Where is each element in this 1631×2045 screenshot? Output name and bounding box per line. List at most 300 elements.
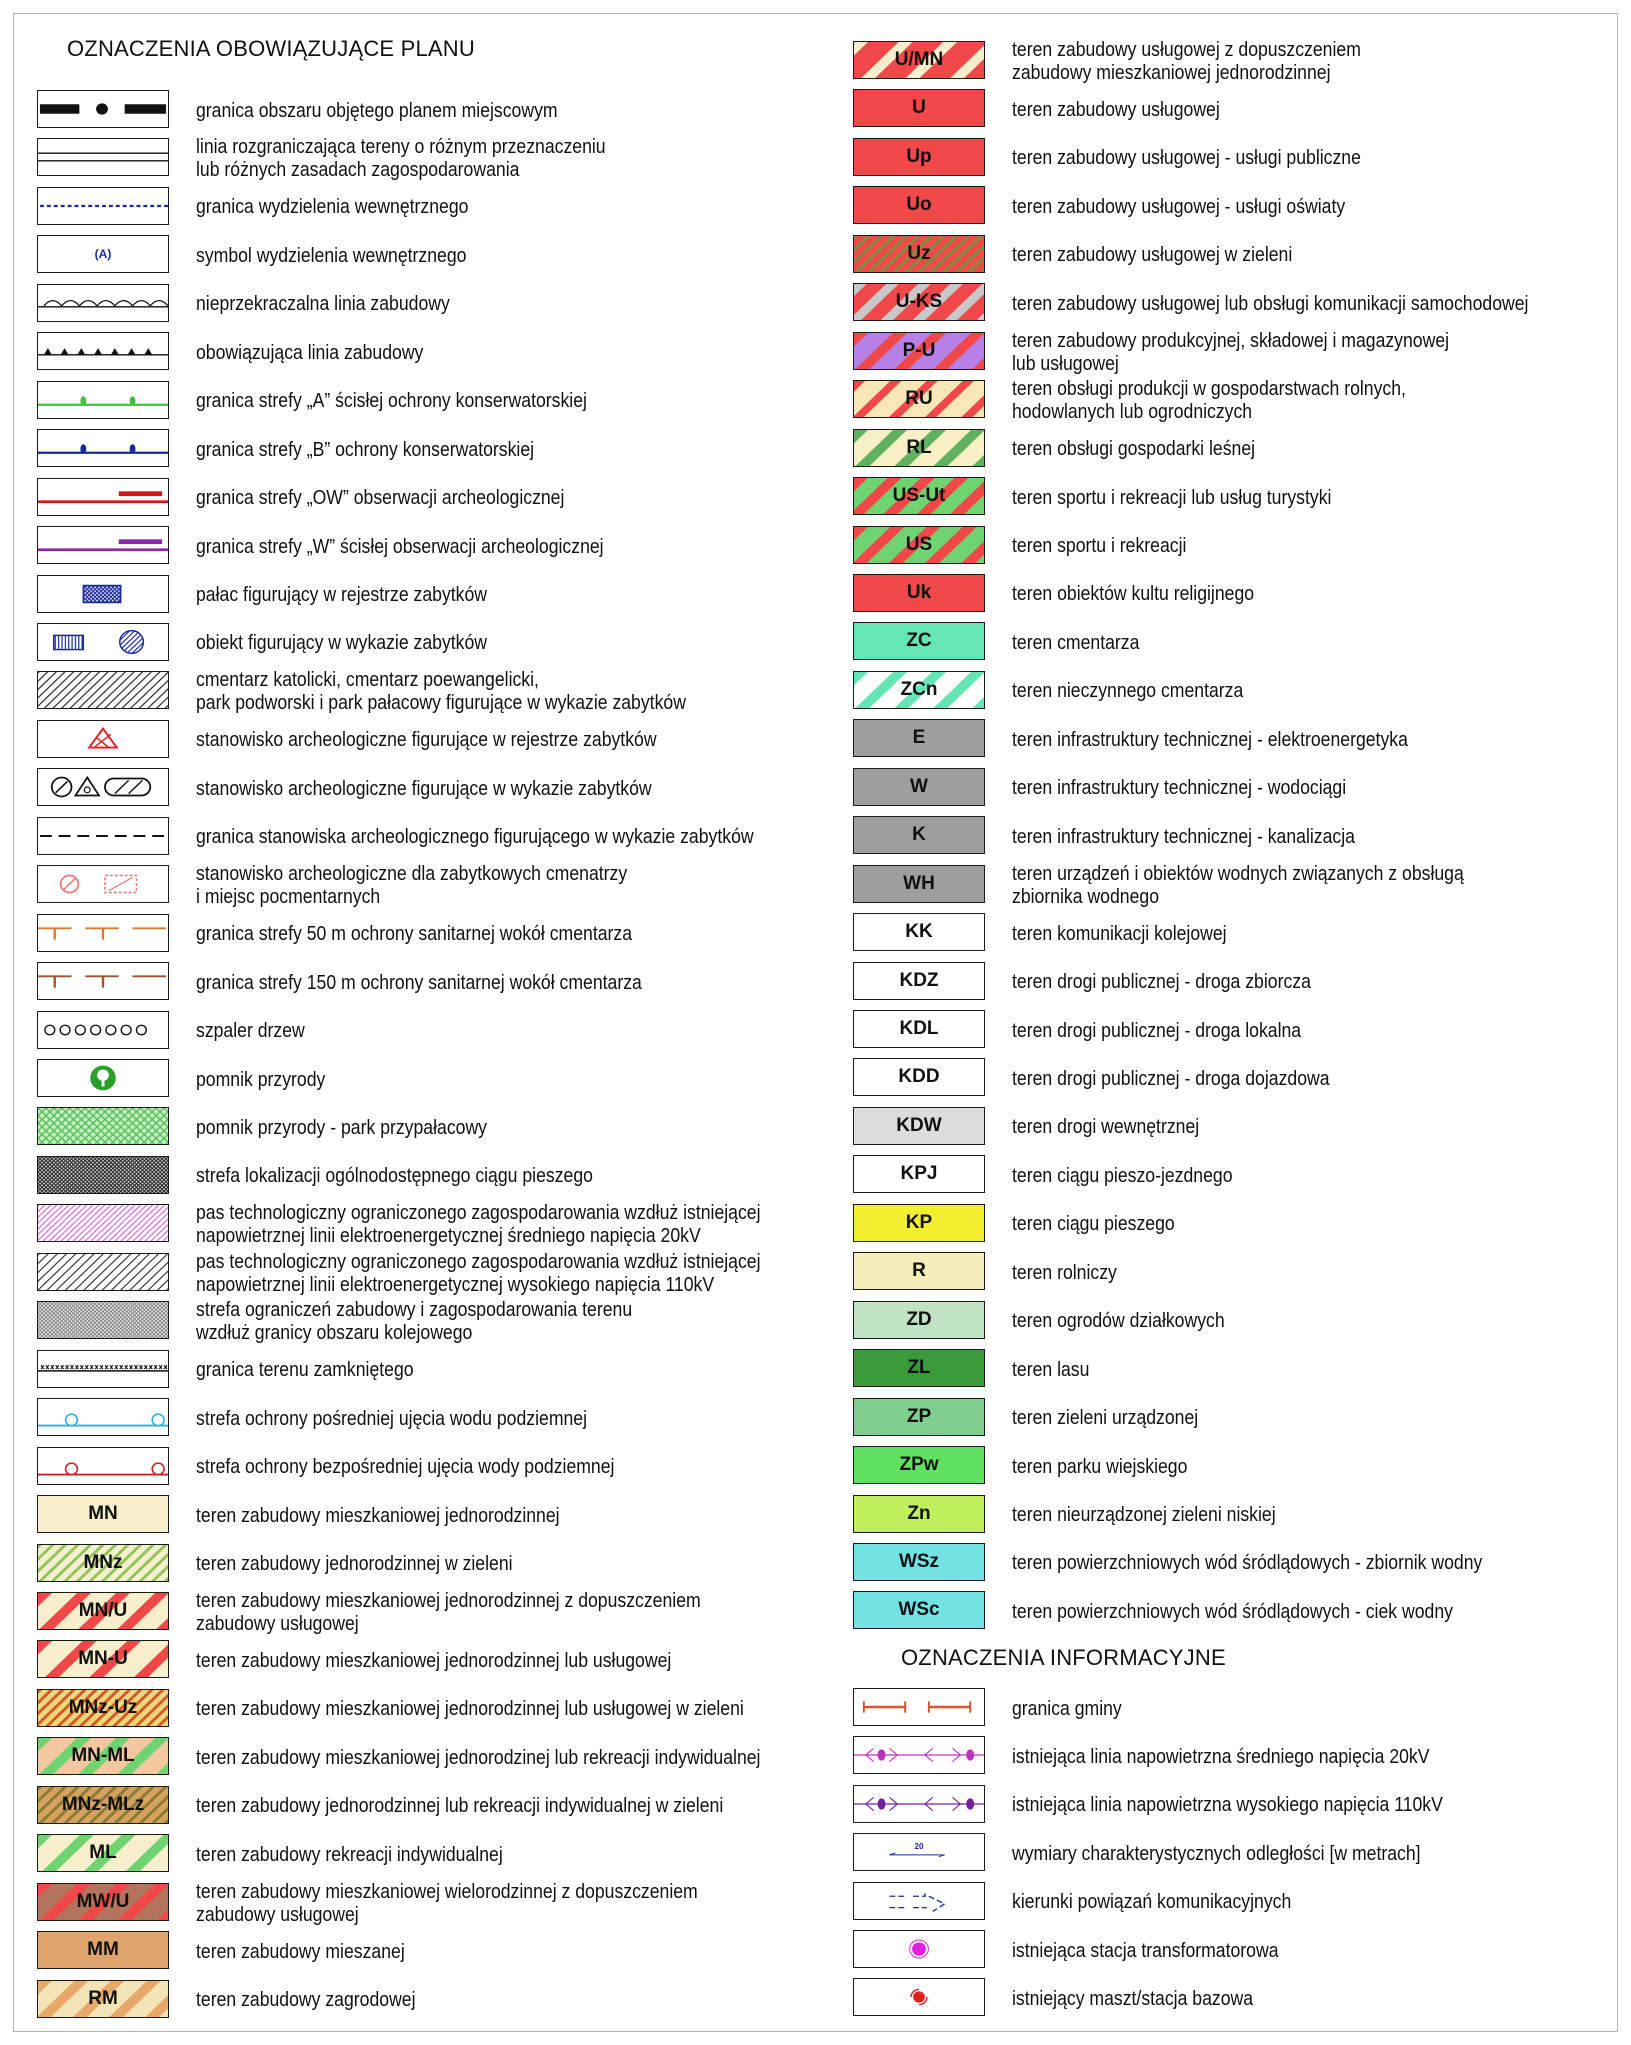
legend-description	[1012, 1105, 1199, 1149]
legend-description-line: teren lasu	[1012, 1357, 1090, 1381]
legend-description-line: teren zabudowy usługowej z dopuszczeniem	[1012, 38, 1361, 61]
legend-description-line: teren ciągu pieszo-jezdnego	[1012, 1163, 1233, 1187]
legend-code-label: ZP	[906, 1405, 932, 1427]
legend-description-line: pas technologiczny ograniczonego zagospodarowania wzdłuż istniejącej	[196, 1249, 761, 1273]
legend-description	[196, 669, 686, 713]
legend-description	[1012, 524, 1186, 568]
legend-description	[196, 766, 652, 810]
legend-swatch-mw-u-icon	[37, 1883, 169, 1921]
legend-swatch-p-u-icon	[853, 332, 985, 370]
legend-description-line: hodowlanych lub ogrodniczych	[1012, 400, 1253, 424]
legend-swatch-uz-icon	[853, 235, 985, 273]
legend-description	[196, 1784, 723, 1828]
cyan-circ-icon	[37, 1398, 169, 1436]
legend-description-line: teren komunikacji kolejowej	[1012, 921, 1227, 945]
legend-swatch-mnz-uz-icon	[37, 1689, 169, 1727]
legend-description	[196, 815, 754, 859]
legend-description	[196, 1057, 325, 1101]
legend-description	[1012, 1880, 1291, 1924]
legend-description-line: teren powierzchniowych wód śródlądowych - zbiornik wodny	[1012, 1551, 1483, 1575]
legend-description	[196, 1445, 614, 1489]
legend-description-line: teren ciągu pieszego	[1012, 1212, 1175, 1236]
legend-description	[1012, 1783, 1443, 1827]
pink-shapes-icon	[37, 865, 169, 903]
legend-code-label: MW/U	[76, 1890, 130, 1912]
legend-description-line: teren zabudowy produkcyjnej, składowej i magazynowej	[1012, 328, 1450, 352]
legend-description	[196, 573, 487, 617]
text-symbol-icon	[37, 235, 169, 273]
legend-swatch-kp-icon	[853, 1204, 985, 1242]
legend-swatch-zcn-icon	[853, 671, 985, 709]
legend-swatch-kdw-icon	[853, 1107, 985, 1145]
legend-description	[1012, 87, 1220, 131]
legend-description-line: linia rozgraniczająca tereny o różnym przeznaczeniu	[196, 135, 606, 159]
legend-swatch-rm-icon	[37, 1980, 169, 2018]
legend-description-line: granica strefy „A” ścisłej ochrony konserwatorskiej	[196, 389, 587, 413]
legend-code-label: KDW	[896, 1114, 942, 1136]
legend-code-label: MN-ML	[71, 1745, 135, 1767]
legend-description-line: teren zabudowy jednorodzinnej w zieleni	[196, 1552, 513, 1575]
legend-description	[1012, 1541, 1482, 1585]
legend-description	[196, 1202, 761, 1246]
legend-code-label: MN	[88, 1503, 118, 1525]
legend-description-line: teren zabudowy zagrodowej	[196, 1988, 416, 2012]
legend-code-label: RU	[905, 388, 933, 410]
legend-swatch-u-ks-icon	[853, 283, 985, 321]
legend-description	[196, 1735, 760, 1779]
legend-description-line: teren zabudowy usługowej - usługi oświaty	[1012, 194, 1346, 218]
red-triangle-icon	[37, 720, 169, 758]
legend-description	[1012, 1686, 1122, 1730]
arch-shapes-icon	[37, 768, 169, 806]
legend-description	[196, 912, 632, 956]
legend-description	[1012, 1976, 1253, 2020]
legend-swatch-kpj-icon	[853, 1155, 985, 1193]
legend-code-label: U/MN	[894, 49, 944, 70]
legend-description	[1012, 136, 1361, 180]
legend-description-line: teren zabudowy mieszkaniowej jednorodzinnej lub usługowej w zieleni	[196, 1697, 744, 1721]
legend-description-line: nieprzekraczalna linia zabudowy	[196, 292, 450, 316]
legend-description	[1012, 1734, 1430, 1778]
legend-description	[196, 1009, 305, 1053]
legend-description-line: teren infrastruktury technicznej - elektroenergetyka	[1012, 727, 1408, 751]
grey-cross-icon	[37, 1301, 169, 1339]
legend-description	[196, 427, 534, 471]
legend-swatch-up-icon	[853, 138, 985, 176]
legend-description-line: zabudowy mieszkaniowej jednorodzinnej	[1012, 61, 1331, 84]
legend-code-label: US	[905, 533, 933, 555]
legend-swatch-uo-icon	[853, 186, 985, 224]
legend-description	[1012, 1056, 1330, 1100]
legend-description-line: teren zabudowy mieszkaniowej jednorodzinnej	[196, 1503, 560, 1527]
legend-description-line: granica wydzielenia wewnętrznego	[196, 195, 469, 219]
legend-description	[196, 88, 558, 132]
legend-code-label: ZL	[907, 1357, 931, 1379]
legend-description-line: zbiornika wodnego	[1012, 884, 1160, 908]
legend-description	[196, 1299, 632, 1343]
legend-description-line: istniejąca linia napowietrzna wysokiego napięcia 110kV	[1012, 1793, 1443, 1817]
symbol-label: 20	[914, 1842, 924, 1852]
wn-icon	[853, 1785, 985, 1823]
legend-code-label: ZD	[906, 1308, 932, 1330]
legend-description-line: i miejsc pocmentarnych	[196, 885, 381, 909]
legend-swatch-kk-icon	[853, 913, 985, 951]
legend-description-line: teren zabudowy mieszkaniowej jednorodzinnej lub usługowej	[196, 1648, 672, 1672]
legend-description-line: strefa lokalizacji ogólnodostępnego ciągu pieszego	[196, 1164, 593, 1188]
legend-description-line: istniejąca linia napowietrzna średniego napięcia 20kV	[1012, 1744, 1430, 1768]
legend-description-line: teren rolniczy	[1012, 1260, 1117, 1284]
legend-swatch-mnz-mlz-icon	[37, 1786, 169, 1824]
legend-code-label: KK	[905, 921, 933, 943]
legend-code-label: K	[912, 824, 926, 846]
legend-description-line: granica strefy „W” ścisłej obserwacji archeologicznej	[196, 534, 604, 558]
legend-description-line: park podworski i park pałacowy figurujące w wykazie zabytków	[196, 691, 686, 715]
legend-description-line: kierunki powiązań komunikacyjnych	[1012, 1890, 1292, 1914]
legend-description	[1012, 1250, 1117, 1294]
legend-swatch-u-icon	[853, 89, 985, 127]
tree-icon	[37, 1059, 169, 1097]
legend-description-line: teren infrastruktury technicznej - wodociągi	[1012, 776, 1347, 800]
legend-swatch-mn-ml-icon	[37, 1737, 169, 1775]
legend-description-line: napowietrznej linii elektroenergetycznej średniego napięcia 20kV	[196, 1224, 701, 1248]
legend-code-label: MNz	[83, 1551, 123, 1573]
legend-description-line: teren zabudowy mieszkaniowej jednorodzinnej z dopuszczeniem	[196, 1588, 701, 1612]
legend-description	[1012, 1396, 1198, 1440]
legend-description-line: teren drogi publicznej - droga dojazdowa	[1012, 1066, 1330, 1090]
legend-swatch-zl-icon	[853, 1349, 985, 1387]
legend-description	[196, 1929, 405, 1973]
circles-icon	[37, 1011, 169, 1049]
blue-line-icon	[37, 429, 169, 467]
gmina-icon	[853, 1688, 985, 1726]
legend-description	[1012, 233, 1292, 277]
symbol-label: (A)	[94, 247, 112, 262]
legend-swatch-mnz-icon	[37, 1544, 169, 1582]
legend-description-line: teren zabudowy mieszkaniowej jednorodzinej lub rekreacji indywidualnej	[196, 1745, 761, 1769]
legend-description-line: teren drogi wewnętrznej	[1012, 1115, 1200, 1139]
legend-description	[1012, 1202, 1175, 1246]
legend-description-line: teren zabudowy mieszkaniowej wielorodzinnej z dopuszczeniem	[196, 1879, 698, 1903]
legend-code-label: WSc	[898, 1599, 940, 1621]
green-cross-icon	[37, 1107, 169, 1145]
dense-cross-icon	[37, 1156, 169, 1194]
legend-code-label: MM	[87, 1939, 119, 1961]
legend-swatch-mm-icon	[37, 1931, 169, 1969]
legend-swatch-zd-icon	[853, 1301, 985, 1339]
legend-description	[1012, 1831, 1421, 1875]
legend-description-line: teren zabudowy usługowej - usługi publiczne	[1012, 146, 1361, 170]
legend-code-label: Uk	[906, 581, 932, 603]
legend-code-label: MN/U	[78, 1599, 128, 1621]
legend-description	[1012, 572, 1254, 616]
legend-description-line: granica strefy 50 m ochrony sanitarnej wokół cmentarza	[196, 922, 633, 946]
legend-swatch-zpw-icon	[853, 1446, 985, 1484]
legend-description	[1012, 427, 1255, 471]
legend-description	[1012, 1928, 1279, 1972]
legend-description-line: teren zabudowy usługowej w zieleni	[1012, 243, 1293, 267]
legend-code-label: MNz-MLz	[61, 1793, 145, 1815]
legend-description-line: lub różnych zasadach zagospodarowania	[196, 158, 520, 182]
legend-description	[1012, 717, 1408, 761]
legend-code-label: Uz	[907, 242, 931, 264]
dotted-blue-icon	[37, 187, 169, 225]
legend-description-line: teren zabudowy usługowej lub obsługi komunikacji samochodowej	[1012, 291, 1529, 315]
legend-code-label: ML	[89, 1842, 117, 1864]
legend-description	[196, 136, 606, 180]
legend-description	[1012, 1589, 1453, 1633]
brown-t-icon	[37, 962, 169, 1000]
legend-swatch-us-ut-icon	[853, 477, 985, 515]
legend-description	[1012, 330, 1449, 374]
legend-description	[1012, 911, 1227, 955]
palace-icon	[37, 575, 169, 613]
triangle-line-icon	[37, 332, 169, 370]
legend-description-line: stanowisko archeologiczne figurujące w rejestrze zabytków	[196, 728, 657, 752]
border-dash-dot-icon	[37, 90, 169, 128]
legend-description-line: teren sportu i rekreacji	[1012, 534, 1187, 557]
red-line-icon	[37, 478, 169, 516]
legend-description	[196, 1348, 414, 1392]
legend-code-label: WSz	[898, 1550, 940, 1572]
legend-swatch-mn-u-icon	[37, 1640, 169, 1678]
legend-code-label: R	[912, 1260, 926, 1282]
legend-description	[196, 330, 423, 374]
monument-icon	[37, 623, 169, 661]
legend-code-label: RL	[906, 436, 932, 458]
black-hatch-wide-icon	[37, 1253, 169, 1291]
legend-description	[196, 621, 487, 665]
legend-description-line: zabudowy usługowej	[196, 1902, 359, 1926]
legend-description	[196, 1251, 761, 1295]
legend-description	[196, 1493, 560, 1537]
legend-description	[196, 1687, 744, 1731]
green-line-icon	[37, 381, 169, 419]
legend-swatch-zn-icon	[853, 1495, 985, 1533]
legend-description-line: teren parku wiejskiego	[1012, 1454, 1188, 1478]
legend-code-label: ZPw	[899, 1454, 939, 1476]
legend-description-line: teren sportu i rekreacji lub usług turystyki	[1012, 485, 1332, 509]
legend-description	[196, 1978, 416, 2022]
legend-description	[1012, 814, 1355, 858]
legend-description	[196, 1881, 698, 1925]
legend-description-line: granica strefy „B” ochrony konserwatorskiej	[196, 437, 535, 461]
legend-description	[196, 718, 657, 762]
legend-description-line: obiekt figurujący w wykazie zabytków	[196, 631, 488, 655]
legend-description-line: teren cmentarza	[1012, 630, 1140, 654]
legend-description-line: teren urządzeń i obiektów wodnych związanych z obsługą	[1012, 861, 1464, 885]
legend-code-label: ZCn	[900, 678, 938, 700]
legend-description	[196, 1154, 593, 1198]
legend-description	[1012, 863, 1464, 907]
legend-description	[1012, 184, 1345, 228]
arrows-icon	[853, 1882, 985, 1920]
legend-description-line: symbol wydzielenia wewnętrznego	[196, 243, 467, 267]
legend-description-line: pomnik przyrody - park przypałacowy	[196, 1115, 488, 1139]
legend-description	[1012, 620, 1139, 664]
legend-swatch-r-icon	[853, 1252, 985, 1290]
legend-description-line: granica obszaru objętego planem miejscowym	[196, 98, 558, 122]
orange-t-icon	[37, 914, 169, 952]
legend-description	[196, 1105, 487, 1149]
dashed-black-icon	[37, 817, 169, 855]
fence-icon	[37, 1350, 169, 1388]
legend-code-label: Uo	[906, 194, 932, 216]
legend-description-line: pomnik przyrody	[196, 1067, 326, 1091]
legend-description	[196, 524, 604, 568]
legend-description-line: granica gminy	[1012, 1696, 1122, 1720]
legend-description-line: lub usługowej	[1012, 351, 1119, 375]
legend-swatch-kdz-icon	[853, 962, 985, 1000]
legend-description-line: napowietrznej linii elektroenergetycznej wysokiego napięcia 110kV	[196, 1272, 715, 1296]
legend-code-label: MN-U	[78, 1648, 128, 1670]
legend-description	[1012, 378, 1406, 422]
legend-description	[1012, 960, 1311, 1004]
legend-swatch-wsz-icon	[853, 1543, 985, 1581]
legend-swatch-zc-icon	[853, 622, 985, 660]
legend-code-label: KDZ	[899, 969, 939, 991]
legend-code-label: E	[912, 727, 926, 749]
legend-description-line: teren zabudowy rekreacji indywidualnej	[196, 1842, 503, 1866]
legend-swatch-kdl-icon	[853, 1010, 985, 1048]
legend-swatch-rl-icon	[853, 429, 985, 467]
legend-description	[196, 1542, 513, 1586]
legend-description	[196, 233, 466, 277]
legend-code-label: KP	[905, 1211, 933, 1233]
legend-description	[1012, 1493, 1276, 1537]
legend-description	[1012, 1347, 1089, 1391]
legend-description	[1012, 1444, 1187, 1488]
legend-swatch-ml-icon	[37, 1834, 169, 1872]
legend-description-line: strefa ochrony pośredniej ujęcia wodu podziemnej	[196, 1406, 588, 1430]
dim-icon	[853, 1833, 985, 1871]
legend-description-line: teren zieleni urządzonej	[1012, 1406, 1199, 1430]
legend-description	[1012, 281, 1528, 325]
legend-description-line: teren obsługi produkcji w gospodarstwach rolnych,	[1012, 377, 1406, 401]
legend-code-label: ZC	[906, 630, 932, 652]
red-circ-icon	[37, 1447, 169, 1485]
legend-description-line: zabudowy usługowej	[196, 1611, 359, 1635]
legend-description	[196, 863, 627, 907]
legend-swatch-u-mn-icon	[853, 41, 985, 79]
legend-description	[1012, 39, 1361, 83]
legend-description	[196, 379, 587, 423]
legend-description	[196, 476, 564, 520]
legend-description-line: strefa ochrony bezpośredniej ujęcia wody podziemnej	[196, 1455, 615, 1479]
legend-description-line: cmentarz katolicki, cmentarz poewangelicki,	[196, 668, 539, 692]
legend-description	[196, 1638, 671, 1682]
legend-description-line: teren obsługi gospodarki leśnej	[1012, 437, 1256, 461]
left-legend-title: OZNACZENIA OBOWIĄZUJĄCE PLANU	[67, 36, 475, 61]
legend-code-label: RM	[88, 1987, 118, 2009]
legend-description-line: teren obiektów kultu religijnego	[1012, 582, 1255, 606]
legend-code-label: WH	[903, 872, 935, 894]
legend-description	[1012, 669, 1243, 713]
legend-description-line: teren infrastruktury technicznej - kanalizacja	[1012, 824, 1355, 848]
legend-description-line: granica strefy 150 m ochrony sanitarnej wokół cmentarza	[196, 970, 642, 994]
legend-code-label: US-Ut	[892, 485, 946, 507]
legend-swatch-zp-icon	[853, 1398, 985, 1436]
legend-description	[1012, 1153, 1233, 1197]
mast-icon	[853, 1978, 985, 2016]
legend-code-label: U	[912, 97, 926, 119]
legend-swatch-w-icon	[853, 768, 985, 806]
legend-description-line: istniejący maszt/stacja bazowa	[1012, 1986, 1254, 2010]
legend-code-label: Up	[906, 145, 932, 167]
legend-description-line: teren ogrodów działkowych	[1012, 1309, 1225, 1333]
legend-description	[1012, 475, 1331, 519]
info-legend-title: OZNACZENIA INFORMACYJNE	[901, 1645, 1226, 1670]
legend-description-line: teren drogi publicznej - droga lokalna	[1012, 1018, 1302, 1042]
legend-swatch-mn-icon	[37, 1495, 169, 1533]
legend-description	[196, 282, 450, 326]
legend-swatch-k-icon	[853, 816, 985, 854]
legend-description-line: granica stanowiska archeologicznego figurującego w wykazie zabytków	[196, 825, 754, 849]
legend-description-line: wzdłuż granicy obszaru kolejowego	[196, 1321, 473, 1345]
legend-description-line: teren zabudowy jednorodzinnej lub rekreacji indywidualnej w zieleni	[196, 1794, 724, 1818]
legend-description-line: istniejąca stacja transformatorowa	[1012, 1938, 1279, 1962]
purple-line-icon	[37, 526, 169, 564]
legend-description-line: stanowisko archeologiczne dla zabytkowych cmenatrzy	[196, 862, 628, 886]
legend-description-line: pałac figurujący w rejestrze zabytków	[196, 583, 488, 606]
station-icon	[853, 1930, 985, 1968]
legend-code-label: KDD	[898, 1066, 940, 1088]
legend-swatch-mn-u-icon	[37, 1592, 169, 1630]
legend-description-line: teren drogi publicznej - droga zbiorcza	[1012, 970, 1311, 994]
legend-swatch-e-icon	[853, 719, 985, 757]
legend-description	[1012, 766, 1346, 810]
legend-description-line: teren nieurządzonej zieleni niskiej	[1012, 1503, 1276, 1526]
double-line-icon	[37, 138, 169, 176]
legend-description-line: granica strefy „OW” obserwacji archeologicznej	[196, 486, 565, 510]
legend-swatch-wsc-icon	[853, 1591, 985, 1629]
legend-description	[1012, 1008, 1301, 1052]
legend-code-label: Zn	[907, 1502, 931, 1524]
legend-description-line: teren zabudowy mieszanej	[196, 1939, 405, 1963]
legend-description	[196, 185, 468, 229]
legend-description	[196, 1396, 587, 1440]
legend-description-line: granica terenu zamkniętego	[196, 1358, 414, 1382]
legend-description	[196, 960, 642, 1004]
legend-description	[1012, 1299, 1225, 1343]
legend-code-label: KDL	[899, 1018, 939, 1039]
legend-swatch-kdd-icon	[853, 1058, 985, 1096]
legend-code-label: KPJ	[900, 1163, 938, 1185]
pink-hatch-icon	[37, 1204, 169, 1242]
legend-description-line: pas technologiczny ograniczonego zagospodarowania wzdłuż istniejącej	[196, 1201, 761, 1225]
legend-description-line: szpaler drzew	[196, 1019, 305, 1043]
legend-code-label: P-U	[902, 339, 936, 361]
legend-description-line: strefa ograniczeń zabudowy i zagospodarowania terenu	[196, 1298, 633, 1322]
legend-swatch-us-icon	[853, 526, 985, 564]
legend-description	[196, 1832, 503, 1876]
legend-description-line: teren zabudowy usługowej	[1012, 97, 1220, 121]
legend-code-label: MNz-Uz	[68, 1696, 138, 1718]
sn-icon	[853, 1736, 985, 1774]
legend-swatch-ru-icon	[853, 380, 985, 418]
legend-description	[196, 1590, 701, 1634]
legend-description-line: teren powierzchniowych wód śródlądowych - ciek wodny	[1012, 1599, 1453, 1623]
legend-swatch-wh-icon	[853, 865, 985, 903]
legend-description-line: stanowisko archeologiczne figurujące w wykazie zabytków	[196, 776, 652, 800]
legend-description-line: obowiązująca linia zabudowy	[196, 340, 424, 364]
legend-code-label: U-KS	[895, 291, 943, 313]
legend-code-label: W	[910, 775, 928, 797]
legend-swatch-uk-icon	[853, 574, 985, 612]
hatch-black-icon	[37, 671, 169, 709]
legend-description-line: wymiary charakterystycznych odległości [w metrach]	[1012, 1841, 1421, 1865]
legend-description-line: teren nieczynnego cmentarza	[1012, 679, 1244, 703]
arc-line-icon	[37, 284, 169, 322]
